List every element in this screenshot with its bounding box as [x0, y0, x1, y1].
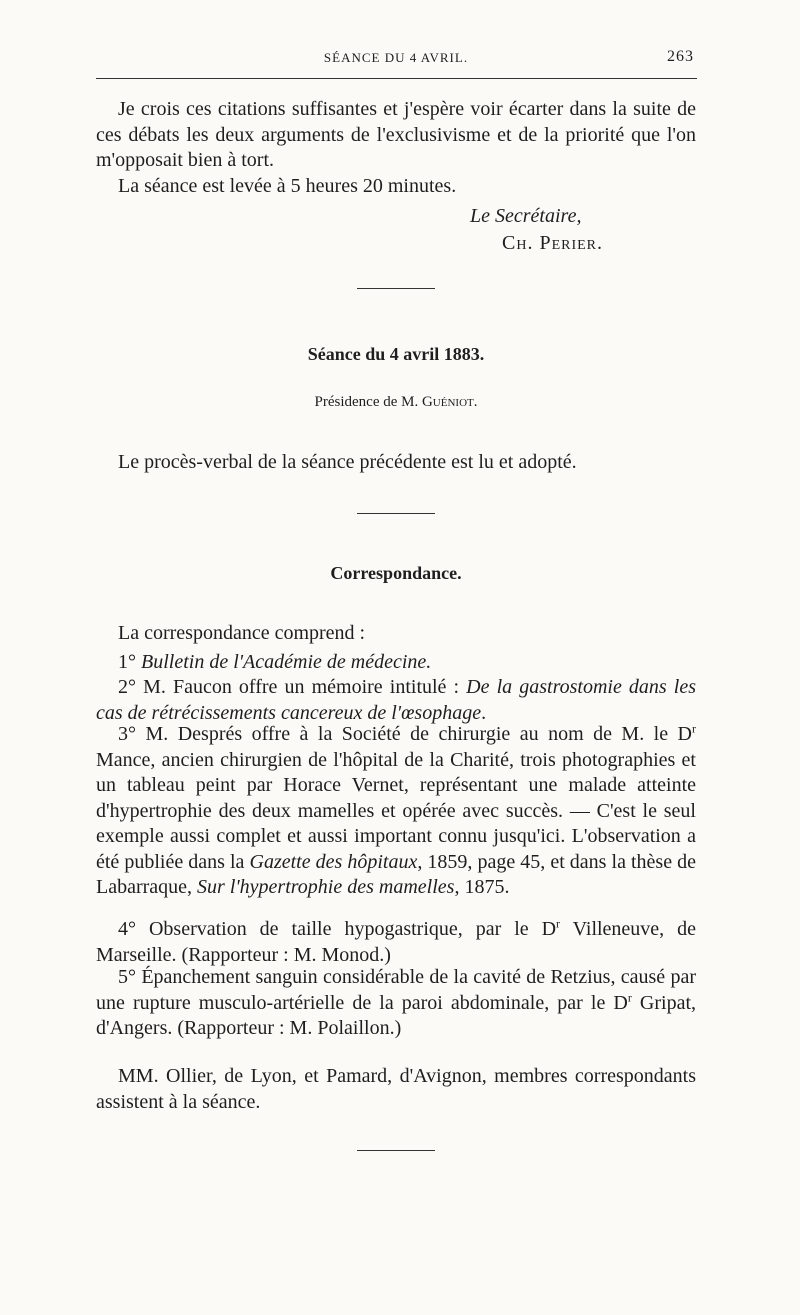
item-superscript: r	[692, 721, 697, 736]
item-text: , 1875.	[454, 876, 510, 898]
item-title: Bulletin de l'Académie de médecine.	[141, 651, 432, 673]
president-name: Guéniot.	[421, 394, 478, 410]
item-punctuation: .	[481, 701, 487, 724]
item-text: Mance, ancien chirurgien de l'hôpital de la Charité, trois photographies et un tableau peint par Horace Vernet, représentant une malade atteinte d'hypertrophie des deux mamelles et opérée avec succès. — C'est le seul exemple aussi complet et aussi important connu jusqu'ici. L'observation a été publiée dans la	[96, 748, 696, 873]
header-rule	[96, 78, 697, 79]
item-superscript: r	[556, 916, 561, 931]
journal-title: Gazette des hôpitaux	[249, 850, 418, 873]
presidence-label: Présidence de M.	[314, 394, 419, 410]
item-number: 5°	[118, 966, 136, 988]
signature-name: Ch. Perier.	[502, 232, 604, 254]
thesis-title: Sur l'hypertrophie des mamelles	[197, 876, 455, 898]
adjournment-line: La séance est levée à 5 heures 20 minutes.	[118, 175, 457, 197]
list-item	[96, 722, 696, 901]
item-number: 1°	[118, 651, 136, 673]
section-divider	[357, 513, 435, 514]
item-text: Villeneuve, de Marseille. (Rapporteur : M. Monod.)	[96, 918, 697, 966]
item-superscript: r	[627, 989, 632, 1004]
signature-title: Le Secrétaire,	[470, 205, 582, 227]
closing-paragraph: Je crois ces citations suffisantes et j'espère voir écarter dans la suite de ces débats les deux arguments de l'exclusivisme et de la priorité que l'on m'opposait bien à tort.	[96, 98, 696, 171]
section-divider	[357, 1150, 435, 1151]
minutes-line: Le procès-verbal de la séance précédente est lu et adopté.	[118, 451, 577, 473]
item-text: Observation de taille hypogastrique, par le D	[148, 918, 557, 940]
item-number: 4°	[118, 918, 136, 940]
item-text: Épanchement sanguin considérable de la cavité de Retzius, causé par une rupture musculo-artérielle de la paroi abdominale, par le D	[96, 966, 697, 1014]
item-text: M. Faucon offre un mémoire intitulé :	[143, 676, 460, 698]
page-number: 263	[667, 48, 694, 65]
session-title: Séance du 4 avril 1883.	[307, 344, 485, 364]
correspondence-intro: La correspondance comprend :	[118, 622, 366, 644]
correspondence-heading: Correspondance.	[330, 563, 462, 583]
list-item	[96, 917, 696, 968]
item-text: , 1859, page 45, et dans la thèse de Labarraque,	[96, 850, 697, 898]
running-title: SÉANCE DU 4 AVRIL.	[323, 50, 469, 65]
list-item	[96, 675, 696, 726]
item-text: Gripat, d'Angers. (Rapporteur : M. Polaillon.)	[96, 991, 697, 1039]
item-text: M. Després offre à la Société de chirurgie au nom de M. le D	[145, 723, 693, 745]
item-number: 3°	[118, 723, 136, 745]
list-item	[96, 965, 696, 1042]
list-item	[96, 650, 696, 676]
section-divider	[357, 288, 435, 289]
presidence-line	[96, 394, 696, 411]
item-title: De la gastrostomie dans les cas de rétrécissements cancereux de l'œsophage	[96, 676, 696, 724]
item-number: 2°	[118, 676, 136, 698]
members-paragraph: MM. Ollier, de Lyon, et Pamard, d'Avignon, membres correspondants assistent à la séance.	[96, 1065, 696, 1113]
